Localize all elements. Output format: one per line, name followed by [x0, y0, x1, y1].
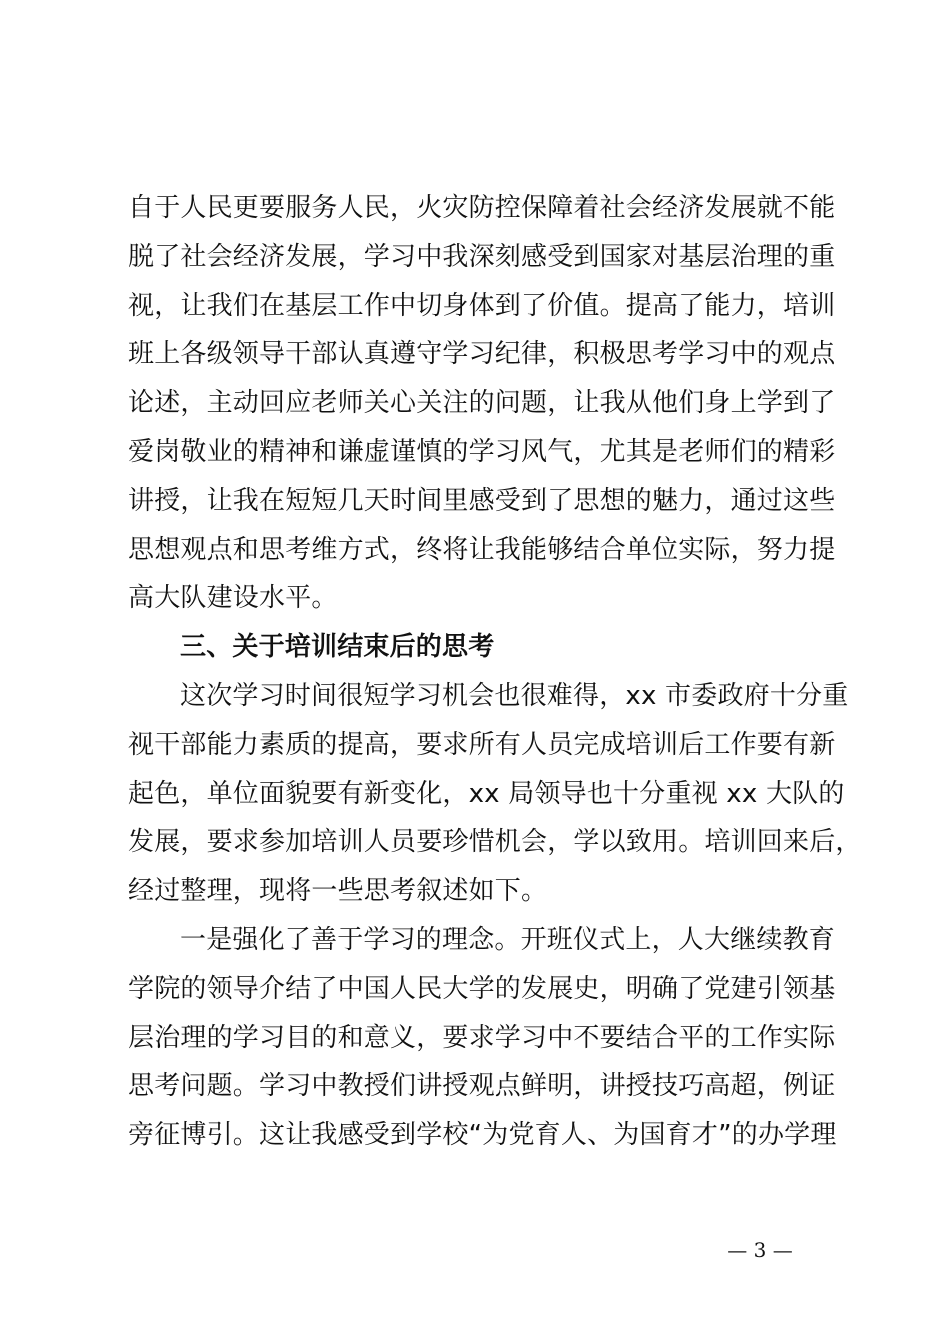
text-line: 爱岗敬业的精神和谦虚谨慎的学习风气，尤其是老师们的精彩 — [128, 436, 836, 467]
text-line: 论述，主动回应老师关心关注的问题，让我从他们身上学到了 — [128, 388, 836, 419]
text-line: 思想观点和思考维方式，终将让我能够结合单位实际，努力提 — [128, 534, 836, 565]
text-line: 旁征博引。这让我感受到学校“为党育人、为国育才”的办学理 — [128, 1120, 837, 1151]
text-line: 层治理的学习目的和意义，要求学习中不要结合平的工作实际 — [128, 1022, 836, 1053]
text-line: 高大队建设水平。 — [128, 583, 338, 614]
text-line: 一是强化了善于学习的理念。开班仪式上，人大继续教育 — [180, 924, 836, 955]
text-line: 班上各级领导干部认真遵守学习纪律，积极思考学习中的观点 — [128, 339, 836, 370]
section-heading: 三、关于培训结束后的思考 — [180, 632, 495, 663]
text-line: 思考问题。学习中教授们讲授观点鲜明，讲授技巧高超，例证 — [128, 1071, 836, 1102]
text-line: 视，让我们在基层工作中切身体到了价值。提高了能力，培训 — [128, 290, 836, 321]
text-line: 学院的领导介结了中国人民大学的发展史，明确了党建引领基 — [128, 973, 836, 1004]
text-line: 起色，单位面貌要有新变化，xx 局领导也十分重视 xx 大队的 — [128, 778, 845, 809]
text-line: 脱了社会经济发展，学习中我深刻感受到国家对基层治理的重 — [128, 241, 836, 272]
page-number: — 3 — — [727, 1238, 793, 1262]
text-line: 视干部能力素质的提高，要求所有人员完成培训后工作要有新 — [128, 729, 836, 760]
text-line: 这次学习时间很短学习机会也很难得，xx 市委政府十分重 — [180, 680, 849, 711]
text-line: 经过整理，现将一些思考叙述如下。 — [128, 876, 548, 907]
text-line: 发展，要求参加培训人员要珍惜机会，学以致用。培训回来后， — [128, 827, 862, 858]
body-text — [128, 184, 862, 1160]
text-line: 自于人民更要服务人民，火灾防控保障着社会经济发展就不能 — [128, 193, 836, 223]
text-line: 讲授，让我在短短几天时间里感受到了思想的魅力，通过这些 — [128, 485, 836, 516]
